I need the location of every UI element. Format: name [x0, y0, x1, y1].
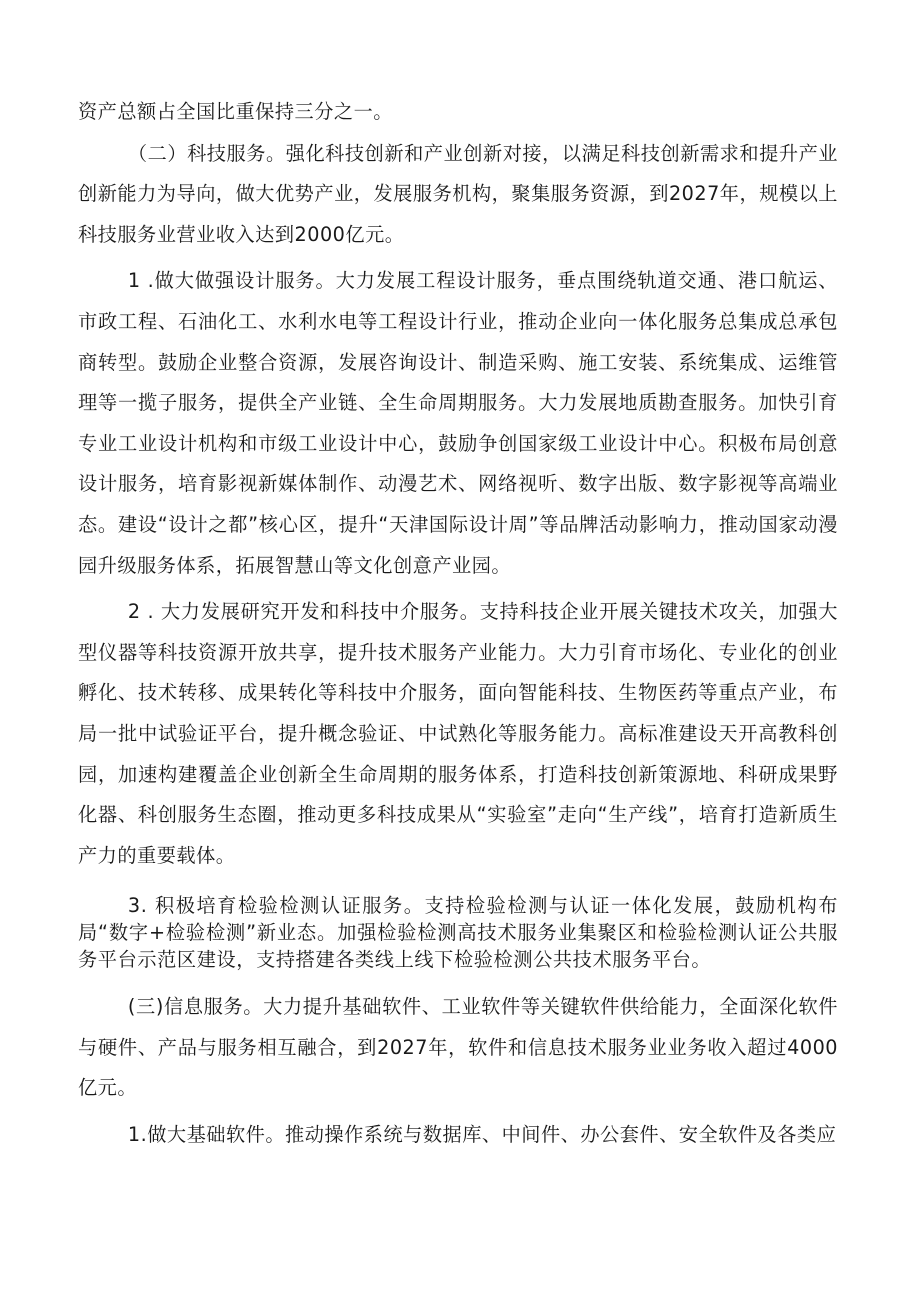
paragraph-basic-software: 1.做大基础软件。推动操作系统与数据库、中间件、办公套件、安全软件及各类应	[127, 1123, 837, 1147]
paragraph-information-services: (三)信息服务。大力提升基础软件、工业软件等关键软件供给能力，全面深化软件与硬件、产品与服务相互融合，到2027年，软件和信息技术服务业业务收入超过4000亿元。	[78, 995, 838, 1100]
document-page	[78, 92, 838, 1156]
paragraph-tech-services: （二）科技服务。强化科技创新和产业创新对接，以满足科技创新需求和提升产业创新能力为导向，做大优势产业，发展服务机构，聚集服务资源，到2027年，规模以上科技服务业营业收入达到2000亿元。	[78, 141, 838, 246]
paragraph-rd-services: 2 . 大力发展研究开发和科技中介服务。支持科技企业开展关键技术攻关，加强大型仪器等科技资源开放共享，提升技术服务产业能力。大力引育市场化、专业化的创业孵化、技术转移、成果转化等科技中介服务，面向智能科技、生物医药等重点产业，布局一批中试验证平台，提升概念验证、中试熟化等服务能力。高标准建设天开高教科创园，加速构建覆盖企业创新全生命周期的服务体系，打造科技创新策源地、科研成果野化器、科创服务生态圈，推动更多科技成果从“实验室”走向“生产线”，培育打造新质生产力的重要载体。	[78, 600, 838, 867]
paragraph-testing-certification: 3. 积极培育检验检测认证服务。支持检验检测与认证一体化发展，鼓励机构布局“数字+检验检测”新业态。加强检验检测高技术服务业集聚区和检验检测认证公共服务平台示范区建设，支持搭建各类线上线下检验检测公共技术服务平台。	[78, 894, 838, 972]
paragraph-asset-total: 资产总额占全国比重保持三分之一。	[78, 100, 393, 123]
paragraph-design-services: 1 .做大做强设计服务。大力发展工程设计服务，垂点围绕轨道交通、港口航运、市政工程、石油化工、水利水电等工程设计行业，推动企业向一体化服务总集成总承包商转型。鼓励企业整合资源，发展咨询设计、制造采购、施工安装、系统集成、运维管理等一揽子服务，提供全产业链、全生命周期服务。大力发展地质勘查服务。加快引育专业工业设计机构和市级工业设计中心，鼓励争创国家级工业设计中心。积极布局创意设计服务，培育影视新媒体制作、动漫艺术、网络视听、数字出版、数字影视等高端业态。建设“设计之都”核心区，提升“天津国际设计周”等品牌活动影响力，推动国家动漫园升级服务体系，拓展智慧山等文化创意产业园。	[78, 269, 838, 577]
